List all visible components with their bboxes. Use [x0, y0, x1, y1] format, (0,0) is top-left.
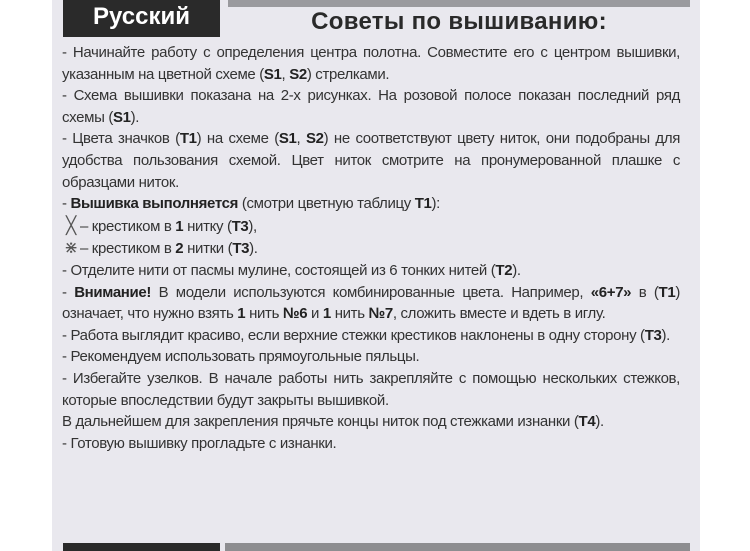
instruction-paragraph	[62, 193, 680, 215]
text: ) не соответствуют цвету ниток, они подобраны для удобства пользования схемой. Цвет ниток смотрите на пронумерованной плашке с образцами ниток.	[62, 130, 680, 191]
text: - Схема вышивки показана на 2-х рисунках. На розовой полосе показан последний ряд схемы (	[62, 87, 680, 126]
bold-text: T3	[644, 326, 662, 344]
text: ).	[130, 108, 140, 126]
text: - Начинайте работу с определения центра полотна. Совместите его с центром вышивки, указанным на цветной схеме (	[62, 44, 680, 83]
bold-text: S1	[263, 65, 282, 83]
language-label: Русский	[63, 0, 220, 37]
bold-text: S2	[289, 65, 307, 83]
bold-text: №6	[282, 305, 308, 323]
text: – крестиком в	[80, 217, 176, 235]
cross-stitch-2-thread-icon: ⋇	[64, 238, 78, 258]
bold-text: Вышивка выполняется	[70, 195, 239, 213]
text: нить	[245, 305, 283, 323]
text: ,	[296, 130, 306, 148]
text: В модели используются комбинированные цвета. Например,	[151, 283, 591, 301]
text: - Цвета значков (	[62, 130, 180, 148]
instruction-paragraph	[62, 42, 680, 85]
text: - Работа выглядит красиво, если верхние стежки крестиков наклонены в одну сторону (	[62, 326, 645, 344]
bold-text: S2	[305, 130, 324, 148]
text: В дальнейшем для закрепления прячьте концы ниток под стежками изнанки (	[62, 413, 579, 431]
instruction-paragraph	[62, 85, 680, 128]
bold-text: T3	[231, 217, 249, 235]
text: - Избегайте узелков. В начале работы нить закрепляйте с помощью нескольких стежков, которые впоследствии будут закрыты вышивкой.	[62, 369, 680, 409]
bold-text: №7	[368, 305, 393, 323]
bold-text: T2	[495, 261, 513, 279]
instruction-paragraph	[62, 368, 680, 411]
bold-text: 2	[175, 240, 184, 258]
instruction-paragraph	[62, 215, 680, 238]
footer-bar	[225, 543, 690, 551]
instruction-paragraph	[62, 325, 680, 347]
bold-text: 1	[175, 217, 184, 235]
text: ) стрелками.	[306, 65, 390, 83]
instruction-paragraph	[62, 282, 680, 325]
text: ),	[248, 217, 257, 235]
text: ).	[249, 240, 258, 258]
text: ).	[512, 261, 521, 279]
instruction-paragraph	[62, 433, 680, 455]
text: в (	[631, 283, 659, 301]
text: (смотри цветную таблицу	[238, 195, 415, 213]
page-title: Советы по вышиванию:	[311, 8, 607, 35]
text: нить	[330, 305, 369, 323]
text: ,	[281, 65, 290, 83]
bold-text: T1	[179, 130, 197, 148]
text: -	[62, 283, 75, 301]
bold-text: S1	[112, 108, 131, 126]
text: - Отделите нити от пасмы мулине, состоящей из 6 тонких нитей (	[62, 261, 496, 279]
instruction-paragraph	[62, 237, 680, 260]
footer-label-block	[63, 543, 220, 551]
text: -	[62, 195, 71, 213]
instructions-text	[62, 42, 680, 454]
text: – крестиком в	[80, 240, 176, 258]
instruction-paragraph	[62, 128, 680, 193]
bold-text: T1	[414, 195, 432, 213]
text: ) на схеме (	[196, 130, 279, 148]
bold-text: 1	[237, 305, 246, 323]
instruction-paragraph	[62, 411, 680, 433]
text: ):	[431, 195, 440, 213]
header-bar	[228, 0, 690, 7]
text: ).	[595, 413, 604, 431]
text: нитку (	[183, 217, 232, 235]
bold-text: 1	[322, 305, 331, 323]
text: - Готовую вышивку прогладьте с изнанки.	[62, 434, 337, 452]
text: ) означает, что нужно взять	[62, 283, 681, 323]
bold-text: S1	[278, 130, 297, 148]
bold-text: T4	[578, 413, 596, 431]
cross-stitch-1-thread-icon: ╳	[66, 215, 76, 235]
bold-text: Внимание!	[74, 283, 152, 301]
bold-text: «6+7»	[590, 283, 632, 301]
text: ).	[661, 326, 670, 344]
instruction-paragraph	[62, 346, 680, 368]
text: нитки (	[183, 240, 233, 258]
bold-text: T1	[658, 283, 676, 301]
text: - Рекомендуем использовать прямоугольные пяльцы.	[62, 348, 420, 366]
instruction-paragraph	[62, 260, 680, 282]
text: , сложить вместе и вдеть в иглу.	[392, 305, 606, 323]
text: и	[307, 305, 323, 323]
bold-text: T3	[232, 240, 250, 258]
